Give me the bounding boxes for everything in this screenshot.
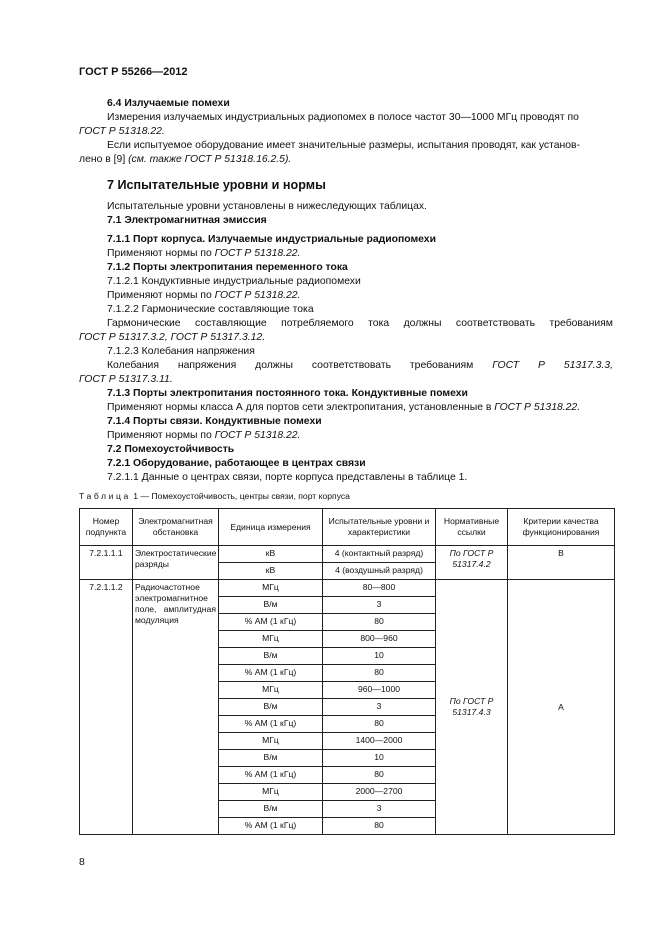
level-cell: 2000—2700 xyxy=(323,784,436,801)
level-cell: 3 xyxy=(323,699,436,716)
text-run: Применяют нормы по xyxy=(107,430,215,441)
text-run: ГОСТ Р 51318.22. xyxy=(214,430,301,441)
word: напряжения xyxy=(177,360,237,371)
paragraph-line: ГОСТ Р 51317.3.11. xyxy=(79,374,173,385)
unit-cell: % АМ (1 кГц) xyxy=(219,767,323,784)
section-7-1-2-title: 7.1.2 Порты электропитания переменного тока xyxy=(107,262,348,273)
quality-criterion: А xyxy=(508,580,615,835)
level-cell: 1400—2000 xyxy=(323,733,436,750)
section-7-1-title: 7.1 Электромагнитная эмиссия xyxy=(107,215,267,226)
paragraph-line: ГОСТ Р 51317.3.2, ГОСТ Р 51317.3.12. xyxy=(79,332,266,343)
unit-cell: % АМ (1 кГц) xyxy=(219,614,323,631)
immunity-table xyxy=(79,508,615,835)
word: требованиям xyxy=(409,360,474,371)
unit-cell: % АМ (1 кГц) xyxy=(219,665,323,682)
justified-line xyxy=(79,359,613,372)
unit-cell: МГц xyxy=(219,682,323,699)
paragraph-line: Если испытуемое оборудование имеет значительные размеры, испытания проводят, как установ- xyxy=(107,140,581,151)
level-cell: 3 xyxy=(323,801,436,818)
word: Р xyxy=(538,360,545,371)
item-number: 7.2.1.1.2 xyxy=(80,580,133,835)
word: потребляемого xyxy=(281,318,354,329)
section-7-1-3-title: 7.1.3 Порты электропитания постоянного тока. Кондуктивные помехи xyxy=(107,388,468,399)
paragraph-line xyxy=(79,153,613,166)
table-header-row xyxy=(80,509,615,546)
table-row xyxy=(80,580,615,597)
level-cell: 960—1000 xyxy=(323,682,436,699)
paragraph-line: Измерения излучаемых индустриальных радиопомех в полосе частот 30—1000 МГц проводят по xyxy=(107,112,579,123)
running-header: ГОСТ Р 55266—2012 xyxy=(79,66,188,78)
level-cell: 10 xyxy=(323,648,436,665)
text-run: Применяют нормы по xyxy=(107,248,215,259)
environment: Электростатические разряды xyxy=(133,546,219,580)
level-cell: 4 (воздушный разряд) xyxy=(323,563,436,580)
word: Гармонические xyxy=(107,318,181,329)
level-cell: 80 xyxy=(323,665,436,682)
word: требованиям xyxy=(549,318,613,329)
word: должны xyxy=(255,360,293,371)
table-caption xyxy=(79,491,350,501)
caption-text: 1 — Помехоустойчивость, центры связи, порт корпуса xyxy=(130,491,350,501)
text-run: ГОСТ Р 51318.22. xyxy=(494,402,581,413)
level-cell: 80—800 xyxy=(323,580,436,597)
level-cell: 4 (контактный разряд) xyxy=(323,546,436,563)
paragraph-line xyxy=(79,429,613,442)
text-run: Применяют нормы класса А для портов сети электропитания, установленные в xyxy=(107,402,495,413)
word: Колебания xyxy=(107,360,159,371)
word: ГОСТ xyxy=(492,360,520,371)
header-cell: Номер подпункта xyxy=(80,509,133,546)
page-number: 8 xyxy=(79,857,85,868)
unit-cell: МГц xyxy=(219,631,323,648)
header-cell: Критерии качества функционирования xyxy=(508,509,615,546)
word: составляющие xyxy=(195,318,267,329)
unit-cell: % АМ (1 кГц) xyxy=(219,716,323,733)
unit-cell: МГц xyxy=(219,784,323,801)
item-number: 7.2.1.1.1 xyxy=(80,546,133,580)
text-run: Применяют нормы по xyxy=(107,290,215,301)
subsection-7-2-1-1: 7.2.1.1 Данные о центрах связи, порте корпуса представлены в таблице 1. xyxy=(107,472,468,483)
unit-cell: В/м xyxy=(219,699,323,716)
text-run: ГОСТ Р 51318.22. xyxy=(214,248,301,259)
subsection-7-1-2-2: 7.1.2.2 Гармонические составляющие тока xyxy=(107,304,314,315)
level-cell: 80 xyxy=(323,614,436,631)
quality-criterion: В xyxy=(508,546,615,580)
text-run: (см. также ГОСТ Р 51318.16.2.5). xyxy=(128,154,292,165)
environment: Радиочастотное электромагнитное поле, амплитудная модуляция xyxy=(133,580,219,835)
section-7-1-1-title: 7.1.1 Порт корпуса. Излучаемые индустриальные радиопомехи xyxy=(107,234,436,245)
text-run: лено в [9] xyxy=(79,154,129,165)
header-cell: Испытательные уровни и характеристики xyxy=(323,509,436,546)
paragraph-line xyxy=(79,247,613,260)
level-cell: 10 xyxy=(323,750,436,767)
normative-ref: По ГОСТ Р 51317.4.3 xyxy=(436,580,508,835)
unit-cell: В/м xyxy=(219,648,323,665)
unit-cell: В/м xyxy=(219,750,323,767)
paragraph-line: Испытательные уровни установлены в нижеследующих таблицах. xyxy=(107,201,427,212)
normative-ref: По ГОСТ Р 51317.4.2 xyxy=(436,546,508,580)
header-cell: Нормативные ссылки xyxy=(436,509,508,546)
level-cell: 3 xyxy=(323,597,436,614)
table-row xyxy=(80,546,615,563)
paragraph-line xyxy=(79,289,613,302)
word: должны xyxy=(403,318,442,329)
section-7-2-1-title: 7.2.1 Оборудование, работающее в центрах связи xyxy=(107,458,366,469)
caption-label: Таблица xyxy=(79,491,131,501)
word: соответствовать xyxy=(455,318,536,329)
level-cell: 80 xyxy=(323,818,436,835)
paragraph-line: ГОСТ Р 51318.22. xyxy=(79,126,165,137)
section-7-title: 7 Испытательные уровни и нормы xyxy=(107,178,326,192)
unit-cell: В/м xyxy=(219,801,323,818)
section-7-2-title: 7.2 Помехоустойчивость xyxy=(107,444,235,455)
subsection-7-1-2-3: 7.1.2.3 Колебания напряжения xyxy=(107,346,255,357)
unit-cell: % АМ (1 кГц) xyxy=(219,818,323,835)
unit-cell: МГц xyxy=(219,733,323,750)
header-cell: Электромагнитная обстановка xyxy=(133,509,219,546)
header-cell: Единица измерения xyxy=(219,509,323,546)
unit-cell: кВ xyxy=(219,563,323,580)
word: соответствовать xyxy=(311,360,392,371)
level-cell: 800—960 xyxy=(323,631,436,648)
section-6-4-title: 6.4 Излучаемые помехи xyxy=(107,98,230,109)
word: тока xyxy=(368,318,390,329)
word: 51317.3.3, xyxy=(563,360,613,371)
section-7-1-4-title: 7.1.4 Порты связи. Кондуктивные помехи xyxy=(107,416,322,427)
level-cell: 80 xyxy=(323,716,436,733)
justified-line xyxy=(79,317,613,330)
unit-cell: МГц xyxy=(219,580,323,597)
paragraph-line xyxy=(79,401,613,414)
subsection-7-1-2-1: 7.1.2.1 Кондуктивные индустриальные радиопомехи xyxy=(107,276,361,287)
unit-cell: В/м xyxy=(219,597,323,614)
text-run: ГОСТ Р 51318.22. xyxy=(214,290,301,301)
unit-cell: кВ xyxy=(219,546,323,563)
level-cell: 80 xyxy=(323,767,436,784)
